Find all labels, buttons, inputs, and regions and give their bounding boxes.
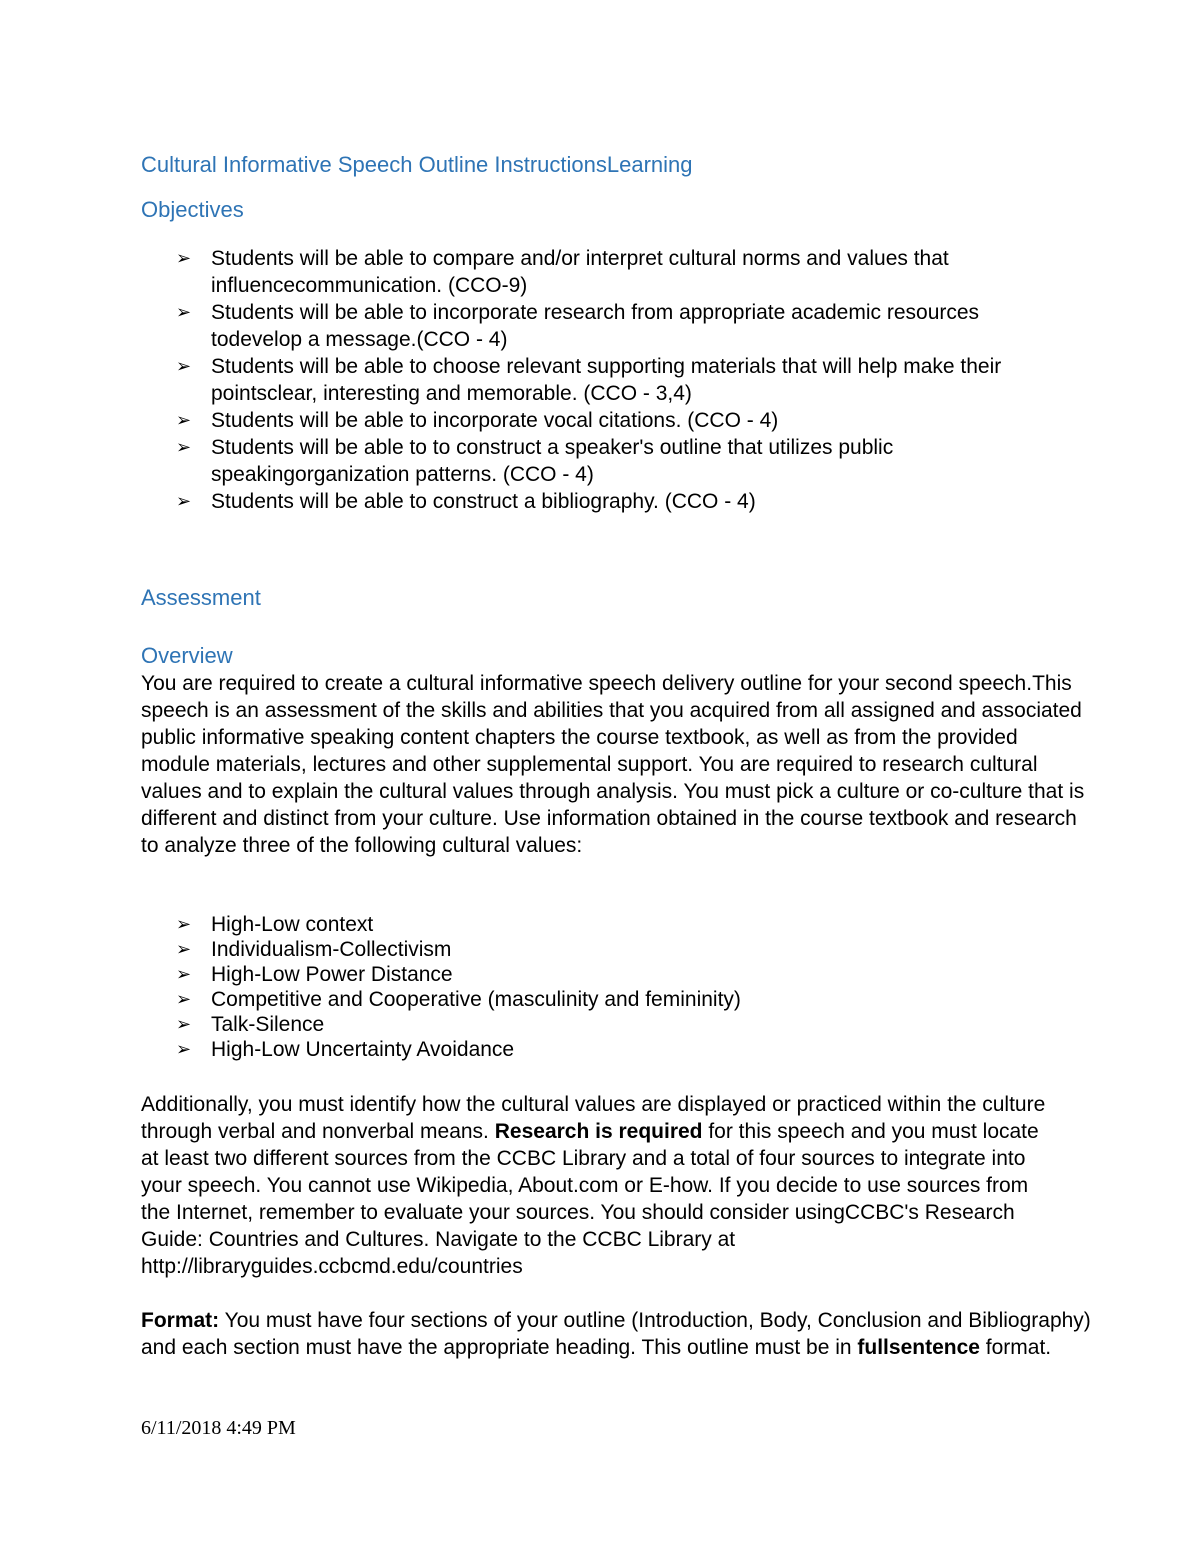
assessment-heading: Assessment	[141, 585, 261, 610]
arrow-bullet-icon: ➢	[176, 939, 192, 959]
list-item: ➢ Students will be able to choose relevant supporting materials that will help make their pointsclear, interesting and memorable. (CCO - 3,4)	[176, 355, 1002, 405]
format-paragraph: Format: You must have four sections of your outline (Introduction, Body, Conclusion and Bibliography) and each section must have the appropriate heading. This outline must be in fullsentence format.	[141, 1309, 1091, 1359]
objectives-list	[176, 245, 1066, 515]
arrow-bullet-icon: ➢	[176, 914, 192, 934]
arrow-bullet-icon: ➢	[176, 356, 192, 376]
list-item: ➢ Students will be able to incorporate vocal citations. (CCO - 4)	[176, 409, 779, 432]
cultural-values-list	[176, 912, 1076, 1062]
full-sentence-emphasis: fullsentence	[857, 1336, 980, 1359]
list-item: ➢ Students will be able to construct a bibliography. (CCO - 4)	[176, 490, 756, 513]
arrow-bullet-icon: ➢	[176, 410, 192, 430]
list-item: ➢ Students will be able to to construct a speaker's outline that utilizes public speakingorganization patterns. (CCO - 4)	[176, 436, 894, 486]
arrow-bullet-icon: ➢	[176, 1014, 192, 1034]
list-item: ➢ Competitive and Cooperative (masculinity and femininity)	[176, 988, 741, 1011]
list-item: ➢ Students will be able to compare and/or interpret cultural norms and values that influencecommunication. (CCO-9)	[176, 247, 949, 297]
arrow-bullet-icon: ➢	[176, 491, 192, 511]
list-item: ➢ High-Low Power Distance	[176, 963, 453, 986]
list-item: ➢ High-Low context	[176, 913, 374, 936]
arrow-bullet-icon: ➢	[176, 964, 192, 984]
list-item: ➢ Talk-Silence	[176, 1013, 325, 1036]
arrow-bullet-icon: ➢	[176, 989, 192, 1009]
arrow-bullet-icon: ➢	[176, 302, 192, 322]
objectives-heading: Objectives	[141, 197, 244, 222]
arrow-bullet-icon: ➢	[176, 437, 192, 457]
research-required-emphasis: Research is required	[494, 1120, 703, 1143]
arrow-bullet-icon: ➢	[176, 248, 192, 268]
overview-heading: Overview	[141, 643, 233, 668]
date-footer: 6/11/2018 4:49 PM	[141, 1417, 296, 1439]
list-item: ➢ Individualism-Collectivism	[176, 938, 452, 961]
list-item: ➢ Students will be able to incorporate research from appropriate academic resources todevelop a message.(CCO - 4)	[176, 301, 980, 351]
format-label: Format:	[141, 1309, 220, 1332]
document-title: Cultural Informative Speech Outline InstructionsLearning	[141, 152, 693, 177]
additional-paragraph: Additionally, you must identify how the cultural values are displayed or practiced within the culture through verbal and nonverbal means. Research is required for this speech and you must locate at least two different sources from the CCBC Library and a total of four sources to integrate into your speech. You cannot use Wikipedia, About.com or E-how. If you decide to use sources from the Internet, remember to evaluate your sources. You should consider usingCCBC's Research Guide: Countries and Cultures. Navigate to the CCBC Library at http://libraryguides.ccbcmd.edu/countries	[141, 1093, 1046, 1278]
overview-paragraph: You are required to create a cultural informative speech delivery outline for your second speech.This speech is an assessment of the skills and abilities that you acquired from all assigned and associated public informative speaking content chapters the course textbook, as well as from the provided module materials, lectures and other supplemental support. You are required to research cultural values and to explain the cultural values through analysis. You must pick a culture or co-culture that is different and distinct from your culture. Use information obtained in the course textbook and research to analyze three of the following cultural values:	[141, 672, 1085, 857]
list-item: ➢ High-Low Uncertainty Avoidance	[176, 1038, 515, 1061]
arrow-bullet-icon: ➢	[176, 1039, 192, 1059]
